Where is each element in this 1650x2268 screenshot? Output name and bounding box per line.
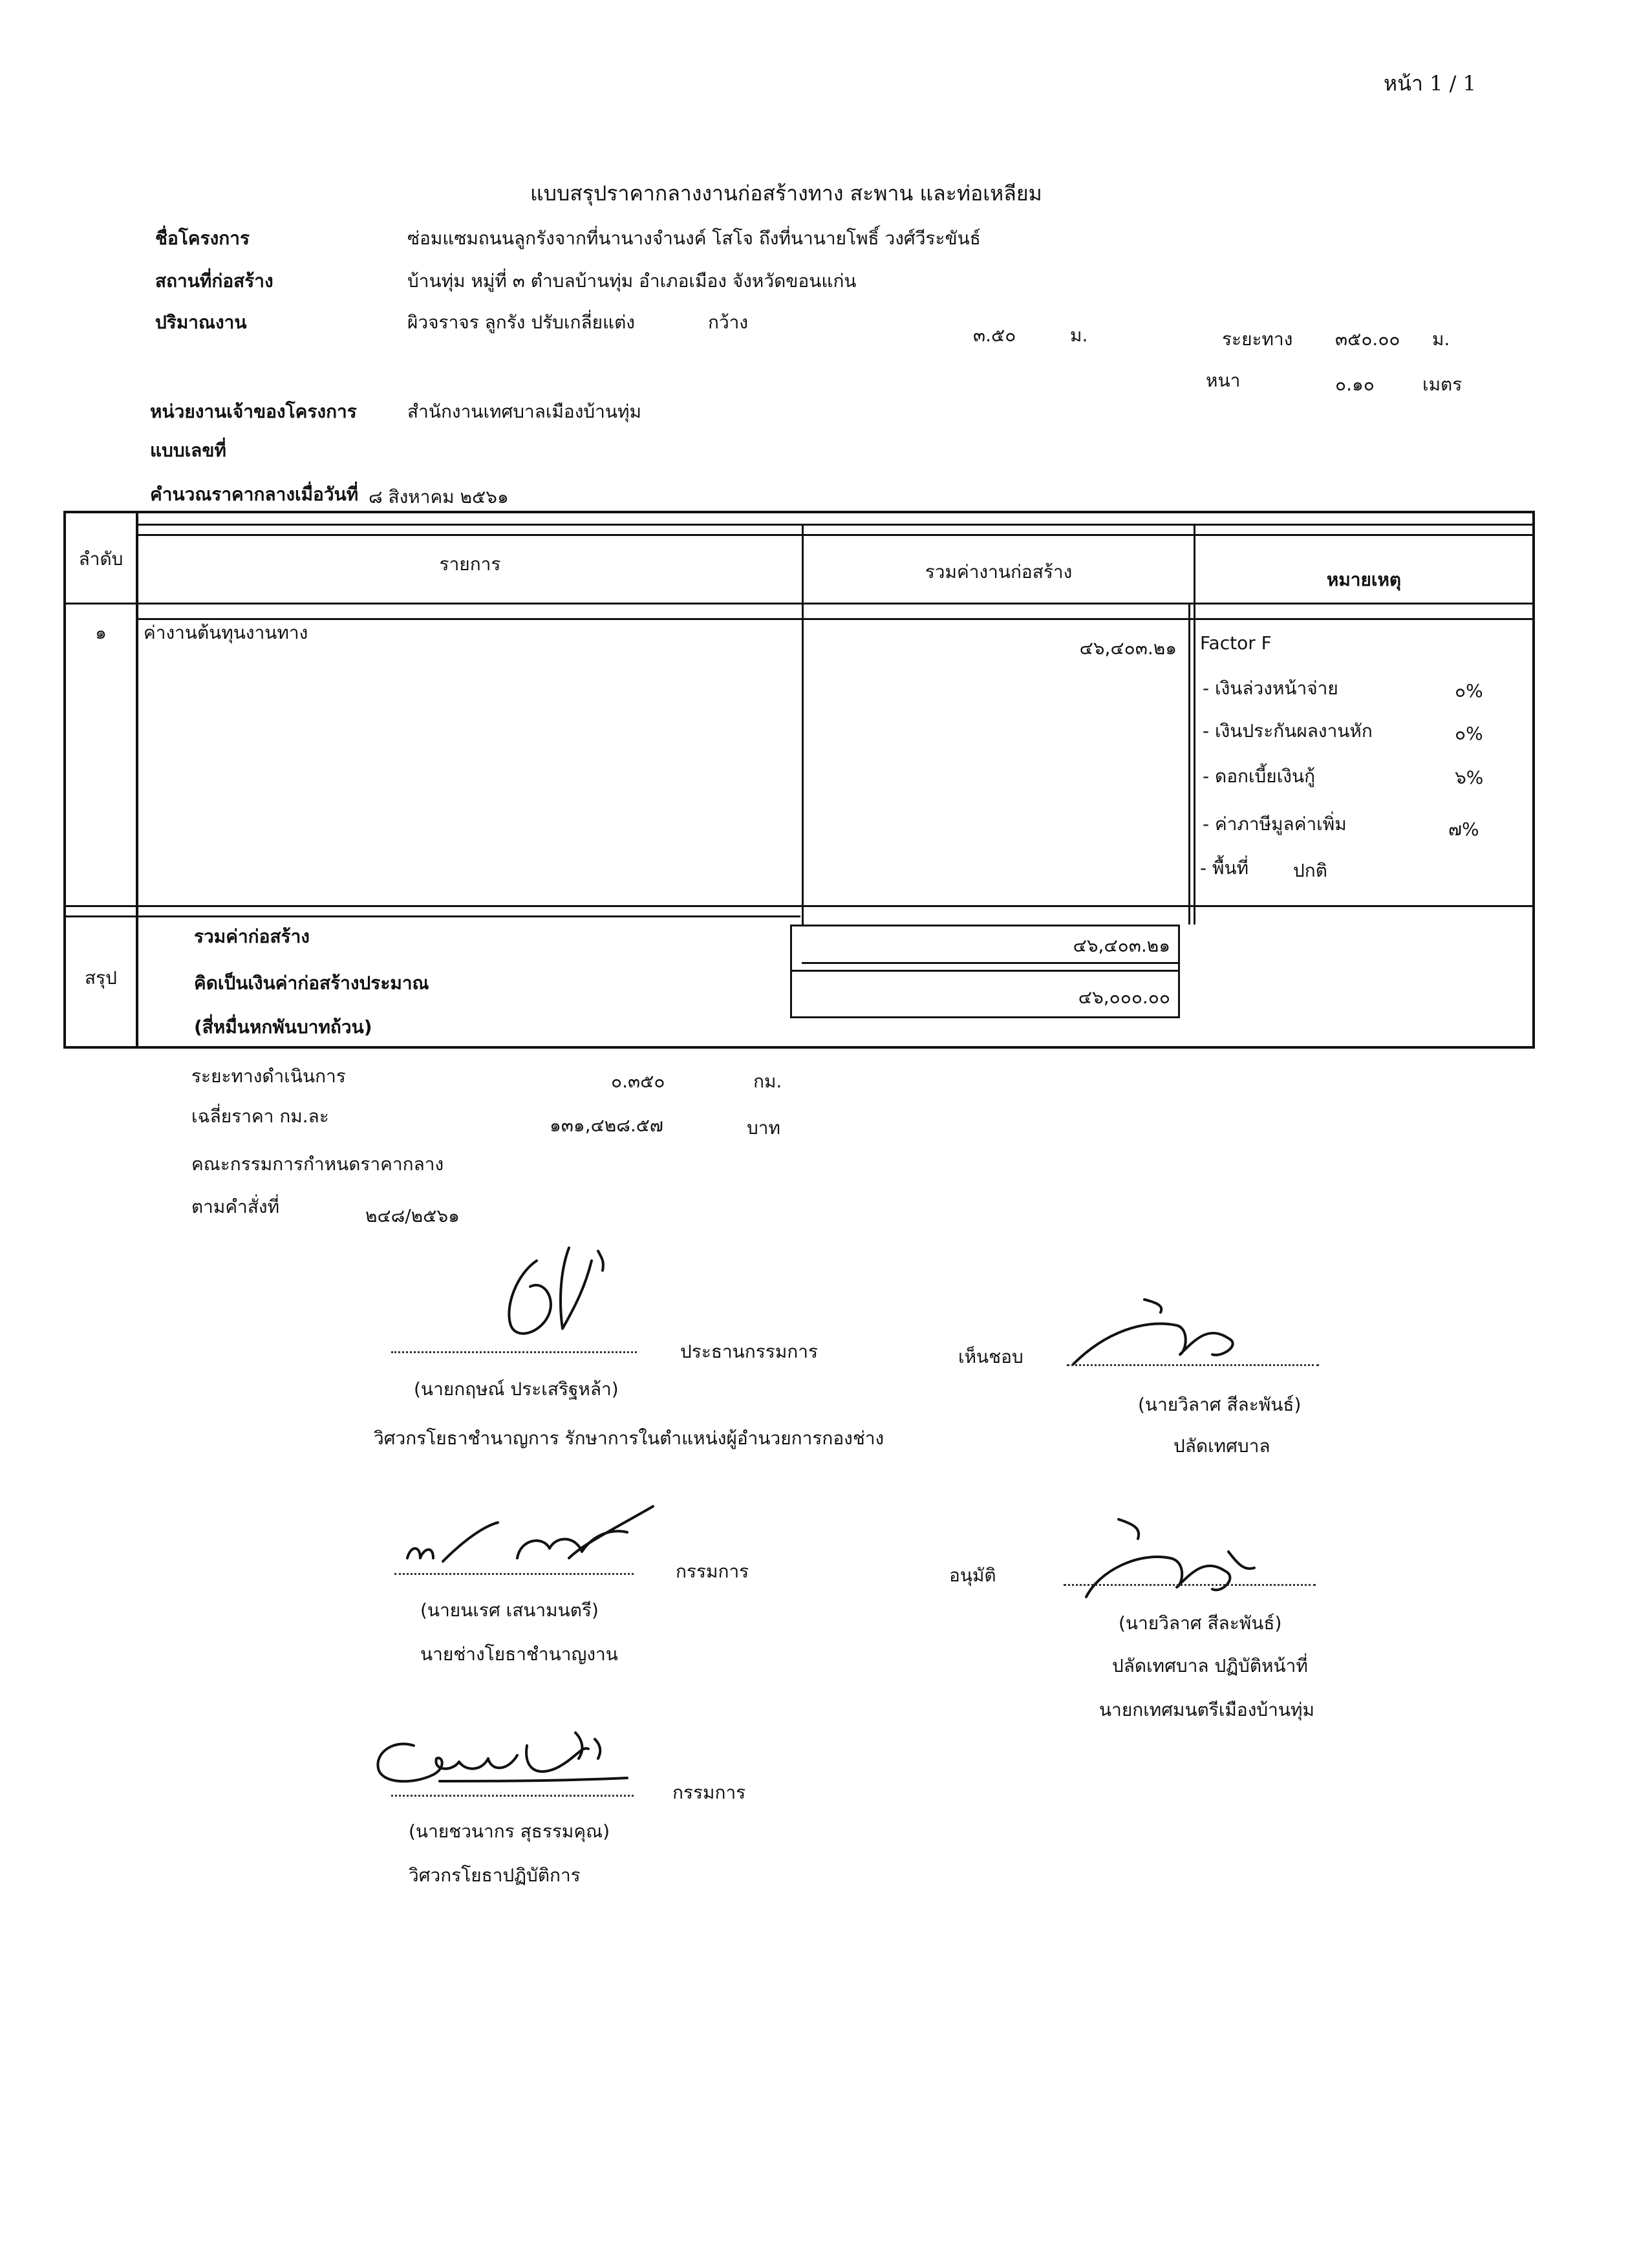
agree-label: เห็นชอบ	[958, 1346, 1023, 1367]
summary-total-label: รวมค่าก่อสร้าง	[194, 926, 310, 947]
date-label: คำนวณราคากลางเมื่อวันที่	[150, 484, 359, 505]
summary-label: สรุป	[85, 967, 117, 989]
header-item: รายการ	[439, 553, 501, 575]
distance-unit: ม.	[1432, 328, 1450, 350]
remark-item-label: - ดอกเบี้ยเงินกู้	[1203, 765, 1316, 787]
header-order: ลำดับ	[78, 548, 123, 570]
committee-label: คณะกรรมการกำหนดราคากลาง	[191, 1153, 444, 1175]
chair-role: ประธานกรรมการ	[680, 1341, 819, 1362]
summary-estimate-value: ๔๖,๐๐๐.๐๐	[1078, 987, 1170, 1008]
width-label: กว้าง	[708, 312, 749, 333]
width-unit: ม.	[1070, 325, 1088, 346]
agree-position: ปลัดเทศบาล	[1173, 1435, 1270, 1457]
member2-name: (นายชวนากร สุธรรมคุณ)	[409, 1821, 610, 1842]
row-item: ค่างานต้นทุนงานทาง	[144, 622, 308, 643]
member2-position: วิศวกรโยธาปฏิบัติการ	[409, 1865, 581, 1886]
remark-area-value: ปกติ	[1293, 860, 1327, 881]
remark-item-value: ๗%	[1448, 818, 1479, 840]
operation-distance-unit: กม.	[753, 1071, 782, 1092]
remark-item-value: ๐%	[1455, 680, 1483, 701]
member1-name: (นายนเรศ เสนามนตรี)	[420, 1599, 599, 1621]
header-remarks: หมายเหตุ	[1326, 569, 1402, 590]
project-name-label: ชื่อโครงการ	[155, 228, 250, 249]
remark-item-label: - เงินล่วงหน้าจ่าย	[1203, 678, 1338, 699]
distance-label: ระยะทาง	[1222, 328, 1293, 350]
remark-item-label: - เงินประกันผลงานหัก	[1203, 720, 1373, 742]
thickness-unit: เมตร	[1422, 374, 1462, 395]
plan-label: แบบเลขที่	[150, 440, 226, 461]
owner-label: หน่วยงานเจ้าของโครงการ	[150, 401, 357, 422]
committee-order-value: ๒๔๘/๒๕๖๑	[365, 1205, 460, 1226]
chair-name: (นายกฤษณ์ ประเสริฐหล้า)	[414, 1378, 619, 1400]
page-number: หน้า 1 / 1	[1384, 71, 1476, 96]
summary-in-words: (สี่หมื่นหกพันบาทถ้วน)	[194, 1016, 372, 1038]
project-name-value: ซ่อมแซมถนนลูกรังจากที่นานางจำนงค์ โสโจ ถึงที่นานายโพธิ์ วงศ์วีระขันธ์	[407, 228, 981, 249]
committee-order-label: ตามคำสั่งที่	[191, 1196, 280, 1217]
remarks-title: Factor F	[1200, 632, 1272, 654]
remark-item-label: - ค่าภาษีมูลค่าเพิ่ม	[1203, 813, 1347, 835]
remark-item-value: ๖%	[1455, 767, 1484, 788]
summary-estimate-label: คิดเป็นเงินค่าก่อสร้างประมาณ	[194, 972, 429, 994]
approve-label: อนุมัติ	[949, 1565, 996, 1586]
quantity-label: ปริมาณงาน	[155, 312, 247, 333]
approve-position-1: ปลัดเทศบาล ปฏิบัติหน้าที่	[1112, 1655, 1308, 1676]
member2-signature	[362, 1720, 634, 1791]
agree-name: (นายวิลาศ สีละพันธ์)	[1138, 1394, 1302, 1415]
member1-position: นายช่างโยธาชำนาญงาน	[420, 1643, 618, 1665]
location-label: สถานที่ก่อสร้าง	[155, 270, 273, 292]
remark-area-label: - พื้นที่	[1200, 857, 1249, 879]
quantity-value: ผิวจราจร ลูกรัง ปรับเกลี่ยแต่ง	[407, 312, 635, 333]
avg-price-value: ๑๓๑,๔๒๘.๕๗	[550, 1115, 663, 1136]
member1-role: กรรมการ	[676, 1561, 749, 1582]
avg-price-label: เฉลี่ยราคา กม.ละ	[191, 1106, 329, 1127]
thickness-label: หนา	[1206, 370, 1241, 391]
agree-signature	[1067, 1293, 1274, 1371]
operation-distance-value: ๐.๓๕๐	[611, 1071, 665, 1092]
approve-name: (นายวิลาศ สีละพันธ์)	[1119, 1612, 1282, 1634]
thickness-value: ๐.๑๐	[1335, 374, 1375, 395]
approve-signature	[1060, 1513, 1280, 1603]
header-total: รวมค่างานก่อสร้าง	[925, 561, 1073, 583]
owner-value: สำนักงานเทศบาลเมืองบ้านทุ่ม	[407, 401, 641, 422]
summary-total-value: ๔๖,๔๐๓.๒๑	[1073, 935, 1170, 956]
page-title: แบบสรุปราคากลางงานก่อสร้างทาง สะพาน และท่อเหลียม	[530, 181, 1042, 206]
date-value: ๘ สิงหาคม ๒๕๖๑	[369, 486, 509, 508]
avg-price-unit: บาท	[747, 1117, 780, 1139]
chair-signature	[478, 1235, 672, 1351]
chair-position: วิศวกรโยธาชำนาญการ รักษาการในตำแหน่งผู้อำนวยการกองช่าง	[374, 1428, 884, 1449]
location-value: บ้านทุ่ม หมู่ที่ ๓ ตำบลบ้านทุ่ม อำเภอเมือง จังหวัดขอนแก่น	[407, 270, 857, 292]
row-order: ๑	[95, 622, 107, 643]
remark-item-value: ๐%	[1455, 723, 1483, 744]
approve-position-2: นายกเทศมนตรีเมืองบ้านทุ่ม	[1099, 1699, 1314, 1720]
member2-role: กรรมการ	[672, 1782, 746, 1803]
width-value: ๓.๕๐	[973, 325, 1016, 346]
operation-distance-label: ระยะทางดำเนินการ	[191, 1065, 346, 1087]
row-total: ๔๖,๔๐๓.๒๑	[1079, 637, 1177, 659]
distance-value: ๓๕๐.๐๐	[1335, 328, 1400, 350]
member1-signature	[388, 1500, 659, 1571]
